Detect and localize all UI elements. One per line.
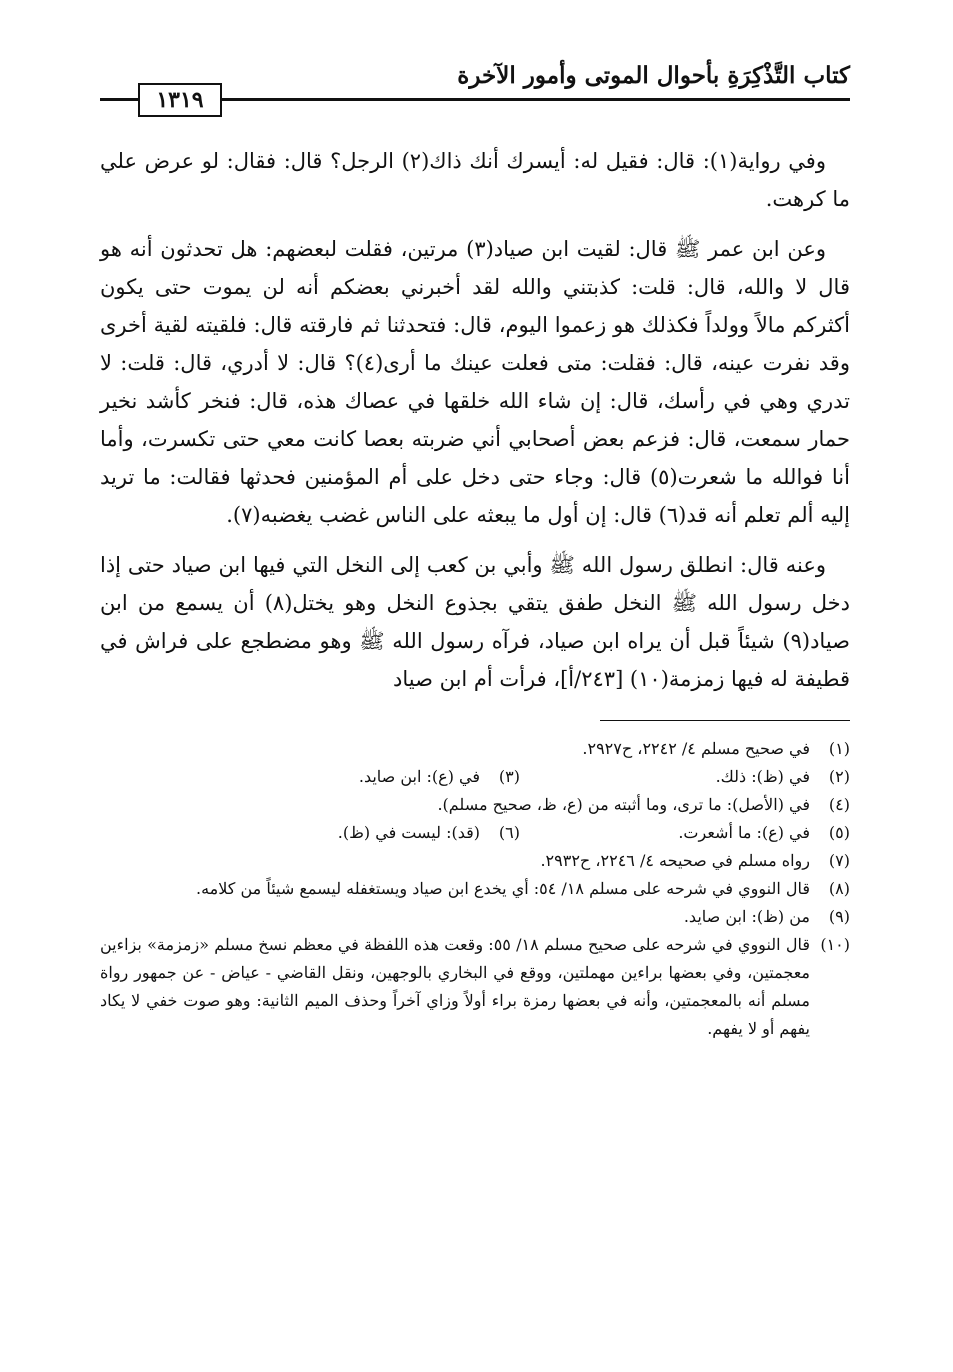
- footnote-number: (٣): [498, 767, 520, 786]
- footnote-text: قال النووي في شرحه على مسلم ١٨/ ٥٤: أي يخدع ابن صياد ويستغفله ليسمع شيئاً من كلامه.: [196, 879, 810, 898]
- header-rule-left: [100, 98, 140, 101]
- footnote-separator: [600, 720, 850, 721]
- footnote-number: (٦): [498, 823, 520, 842]
- footnote-text: في (ع): ابن صايد.: [358, 767, 480, 786]
- footnote-7: [100, 847, 850, 875]
- footnote-number: (٤): [828, 795, 850, 814]
- footnote-row: [100, 791, 850, 819]
- footnote-row: [100, 763, 850, 791]
- footnote-text: في صحيح مسلم ٤/ ٢٢٤٢، ح٢٩٢٧.: [582, 739, 810, 758]
- footnote-number: (٩): [828, 907, 850, 926]
- footnote-number: (٧): [828, 851, 850, 870]
- footnote-text: في (ع): ما أشعرت.: [678, 823, 810, 842]
- footnote-text: في (الأصل): ما ترى، وما أثبته من (ع، ظ، صحيح مسلم).: [437, 795, 810, 814]
- footnote-text: رواه مسلم في صحيحه ٤/ ٢٢٤٦، ح٢٩٣٢.: [540, 851, 810, 870]
- paragraph-2: وعن ابن عمر ﷺ قال: لقيت ابن صياد(٣) مرتين، فقلت لبعضهم: هل تحدثون أنه هو قال لا والله، قال: قلت: كذبتني والله لقد أخبرني بعضكم أنه لن يموت حتى يكون أكثركم مالاً وولداً فكذلك هو زعموا اليوم، قال: فتحدثنا ثم فارقته قال: فلقيته لقية أخرى وقد نفرت عينه، قال: فقلت: متى فعلت عينك ما أرى(٤)؟ قال: لا أدري، قال: قلت: لا تدري وهي في رأسك، قال: إن شاء الله خلقها في عصاك هذه، قال: فنخر كأشد نخير حمار سمعت، قال: فزعم بعض أصحابي أني ضربته بعصا كانت معي حتى تكسرت، وأما أنا فوالله ما شعرت(٥) قال: وجاء حتى دخل على أم المؤمنين فحدثها فقالت: ما تريد إليه ألم تعلم أنه قد(٦) قال: إن أول ما يبعثه على الناس غضب يغضبه(٧).: [100, 237, 850, 527]
- footnote-number: (٢): [828, 767, 850, 786]
- footnote-row: [100, 931, 850, 1043]
- footnote-row: [100, 875, 850, 903]
- footnote-number: (١٠): [820, 935, 850, 954]
- paragraph-3: وعنه قال: انطلق رسول الله ﷺ وأبي بن كعب إلى النخل التي فيها ابن صياد حتى إذا دخل رسول الله ﷺ النخل طفق يتقي بجذوع النخل وهو يختل(٨) أن يسمع من ابن صياد(٩) شيئاً قبل أن يراه ابن صياد، فرآه رسول الله ﷺ وهو مضطجع على فراش في قطيفة له فيها زمزمة(١٠) [٢٤٣/أ]، فرأت أم ابن صياد: [100, 553, 850, 691]
- footnote-row: [100, 735, 850, 763]
- footnote-6: [100, 819, 520, 847]
- book-title: كتاب التَّذْكِرَةِ بأحوال الموتى وأمور الآخرة: [457, 62, 850, 89]
- page-number: ١٣١٩: [138, 83, 222, 117]
- footnote-8: [100, 875, 850, 903]
- footnote-2: [520, 763, 850, 791]
- footnote-1: [100, 735, 850, 763]
- footnote-3: [100, 763, 520, 791]
- footnote-text: قال النووي في شرحه على صحيح مسلم ١٨/ ٥٥: وقعت هذه اللفظة في معظم نسخ مسلم «زمزمة» بزاءين معجمتين، وفي بعضها براءين مهملتين، ووقع في البخاري بالوجهين، ونقل القاضي - عياض - عن جمهور رواة مسلم أنه بالمعجمتين، وأنه في بعضها رمزة براء أولاً وزاي آخراً وحذف الميم الثانية: وهو صوت خفي لا يكاد يفهم أو لا يفهم.: [100, 935, 810, 1038]
- footnote-text: في (ظ): ذلك.: [715, 767, 810, 786]
- footnote-row: [100, 903, 850, 931]
- footnote-row: [100, 819, 850, 847]
- footnote-5: [520, 819, 850, 847]
- header-rule: [220, 98, 850, 101]
- footnote-number: (٥): [828, 823, 850, 842]
- footnote-text: (قد): ليست في (ظ).: [337, 823, 480, 842]
- footnote-number: (٨): [828, 879, 850, 898]
- footnote-10: [100, 931, 850, 1043]
- footnote-number: (١): [828, 739, 850, 758]
- book-page: [100, 50, 850, 1043]
- footnotes: [100, 735, 850, 1043]
- paragraph-1: وفي رواية(١): قال: فقيل له: أيسرك أنك ذاك(٢) الرجل؟ قال: فقال: لو عرض علي ما كرهت.: [100, 149, 850, 211]
- body-text: [100, 142, 850, 698]
- footnote-row: [100, 847, 850, 875]
- footnote-9: [100, 903, 850, 931]
- footnote-4: [100, 791, 850, 819]
- footnote-text: من (ظ): ابن صايد.: [683, 907, 810, 926]
- page-header: [100, 50, 850, 113]
